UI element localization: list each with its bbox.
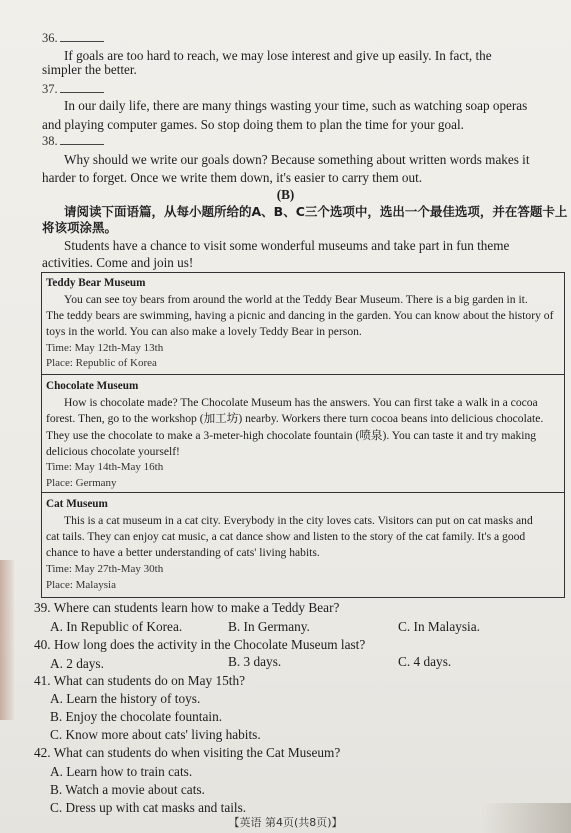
section-label: (B) bbox=[276, 187, 295, 202]
corner-shadow bbox=[481, 803, 571, 833]
answer-blank bbox=[60, 134, 104, 145]
museum-time: Time: May 14th-May 16th bbox=[46, 461, 164, 473]
museum-text-line: delicious chocolate yourself! bbox=[46, 445, 180, 458]
page-footer: 【英语 第4页(共8页)】 bbox=[228, 816, 343, 829]
question-39-option-c: C. In Malaysia. bbox=[398, 619, 480, 634]
answer-blank bbox=[60, 31, 104, 42]
museum-place: Place: Republic of Korea bbox=[46, 357, 157, 369]
question-39-option-a: A. In Republic of Korea. bbox=[50, 619, 183, 634]
museum-text-line: toys in the world. You can also make a lovely Teddy Bear in person. bbox=[46, 325, 362, 338]
museum-text-line: chance to have a better understanding of cats' living habits. bbox=[46, 546, 320, 559]
question-36-number: 36. bbox=[42, 30, 104, 46]
question-40-option-b: B. 3 days. bbox=[228, 654, 282, 669]
question-40-stem: 40. How long does the activity in the Chocolate Museum last? bbox=[34, 637, 366, 652]
question-38-number: 38. bbox=[42, 133, 104, 149]
page-edge-shadow bbox=[0, 560, 14, 720]
museum-cell-teddy-bear bbox=[42, 273, 564, 375]
q37-line-1: In our daily life, there are many things wasting your time, such as watching soap operas bbox=[64, 98, 528, 113]
museum-text-line: forest. Then, go to the workshop (加工坊) nearby. Workers there turn cocoa beans into delicious chocolate. bbox=[46, 412, 544, 425]
museum-time: Time: May 27th-May 30th bbox=[46, 563, 164, 575]
museum-text-line: The teddy bears are swimming, having a picnic and dancing in the garden. You can know about the history of bbox=[46, 309, 554, 322]
q38-line-2: harder to forget. Once we write them down, it's easier to carry them out. bbox=[42, 170, 423, 185]
museum-text-line: They use the chocolate to make a 3-meter-high chocolate fountain (喷泉). You can taste it and try making bbox=[46, 429, 537, 442]
q36-line-1: If goals are too hard to reach, we may lose interest and give up easily. In fact, the bbox=[64, 48, 492, 63]
question-40-option-c: C. 4 days. bbox=[398, 654, 452, 669]
instruction-line-1: 请阅读下面语篇，从每小题所给的A、B、C三个选项中，选出一个最佳选项，并在答题卡上 bbox=[64, 204, 568, 219]
question-40-option-a: A. 2 days. bbox=[50, 656, 104, 671]
intro-line-1: Students have a chance to visit some wonderful museums and take part in fun theme bbox=[64, 238, 510, 253]
museum-name: Cat Museum bbox=[46, 498, 108, 510]
question-42-option-b: B. Watch a movie about cats. bbox=[50, 782, 205, 797]
museum-cell-chocolate bbox=[42, 375, 564, 493]
museum-text-line: cat tails. They can enjoy cat music, a cat dance show and listen to the story of the cat family. It's a good bbox=[46, 530, 526, 543]
museum-name: Chocolate Museum bbox=[46, 380, 139, 392]
museum-text-line: You can see toy bears from around the world at the Teddy Bear Museum. There is a big garden in it. bbox=[64, 293, 528, 306]
question-42-stem: 42. What can students do when visiting the Cat Museum? bbox=[34, 745, 341, 760]
question-41-option-b: B. Enjoy the chocolate fountain. bbox=[50, 709, 223, 724]
q36-line-2: simpler the better. bbox=[42, 62, 137, 77]
intro-line-2: activities. Come and join us! bbox=[42, 255, 194, 270]
museum-name: Teddy Bear Museum bbox=[46, 277, 146, 289]
question-37-number: 37. bbox=[42, 81, 104, 97]
museum-place: Place: Germany bbox=[46, 477, 117, 489]
question-41-option-a: A. Learn the history of toys. bbox=[50, 691, 201, 706]
museum-place: Place: Malaysia bbox=[46, 579, 116, 591]
museum-text-line: This is a cat museum in a cat city. Everybody in the city loves cats. Visitors can put on cat masks and bbox=[64, 514, 533, 527]
museum-table bbox=[41, 272, 565, 598]
question-39-stem: 39. Where can students learn how to make a Teddy Bear? bbox=[34, 600, 340, 615]
question-39-option-b: B. In Germany. bbox=[228, 619, 310, 634]
q37-line-2: and playing computer games. So stop doing them to plan the time for your goal. bbox=[42, 117, 464, 132]
q38-line-1: Why should we write our goals down? Because something about written words makes it bbox=[64, 152, 530, 167]
museum-cell-cat bbox=[42, 493, 564, 597]
question-41-option-c: C. Know more about cats' living habits. bbox=[50, 727, 261, 742]
question-42-option-a: A. Learn how to train cats. bbox=[50, 764, 193, 779]
museum-time: Time: May 12th-May 13th bbox=[46, 342, 164, 354]
question-41-stem: 41. What can students do on May 15th? bbox=[34, 673, 245, 688]
question-42-option-c: C. Dress up with cat masks and tails. bbox=[50, 800, 247, 815]
museum-text-line: How is chocolate made? The Chocolate Museum has the answers. You can first take a walk in a cocoa bbox=[64, 396, 538, 409]
instruction-line-2: 将该项涂黑。 bbox=[42, 220, 118, 235]
answer-blank bbox=[60, 82, 104, 93]
